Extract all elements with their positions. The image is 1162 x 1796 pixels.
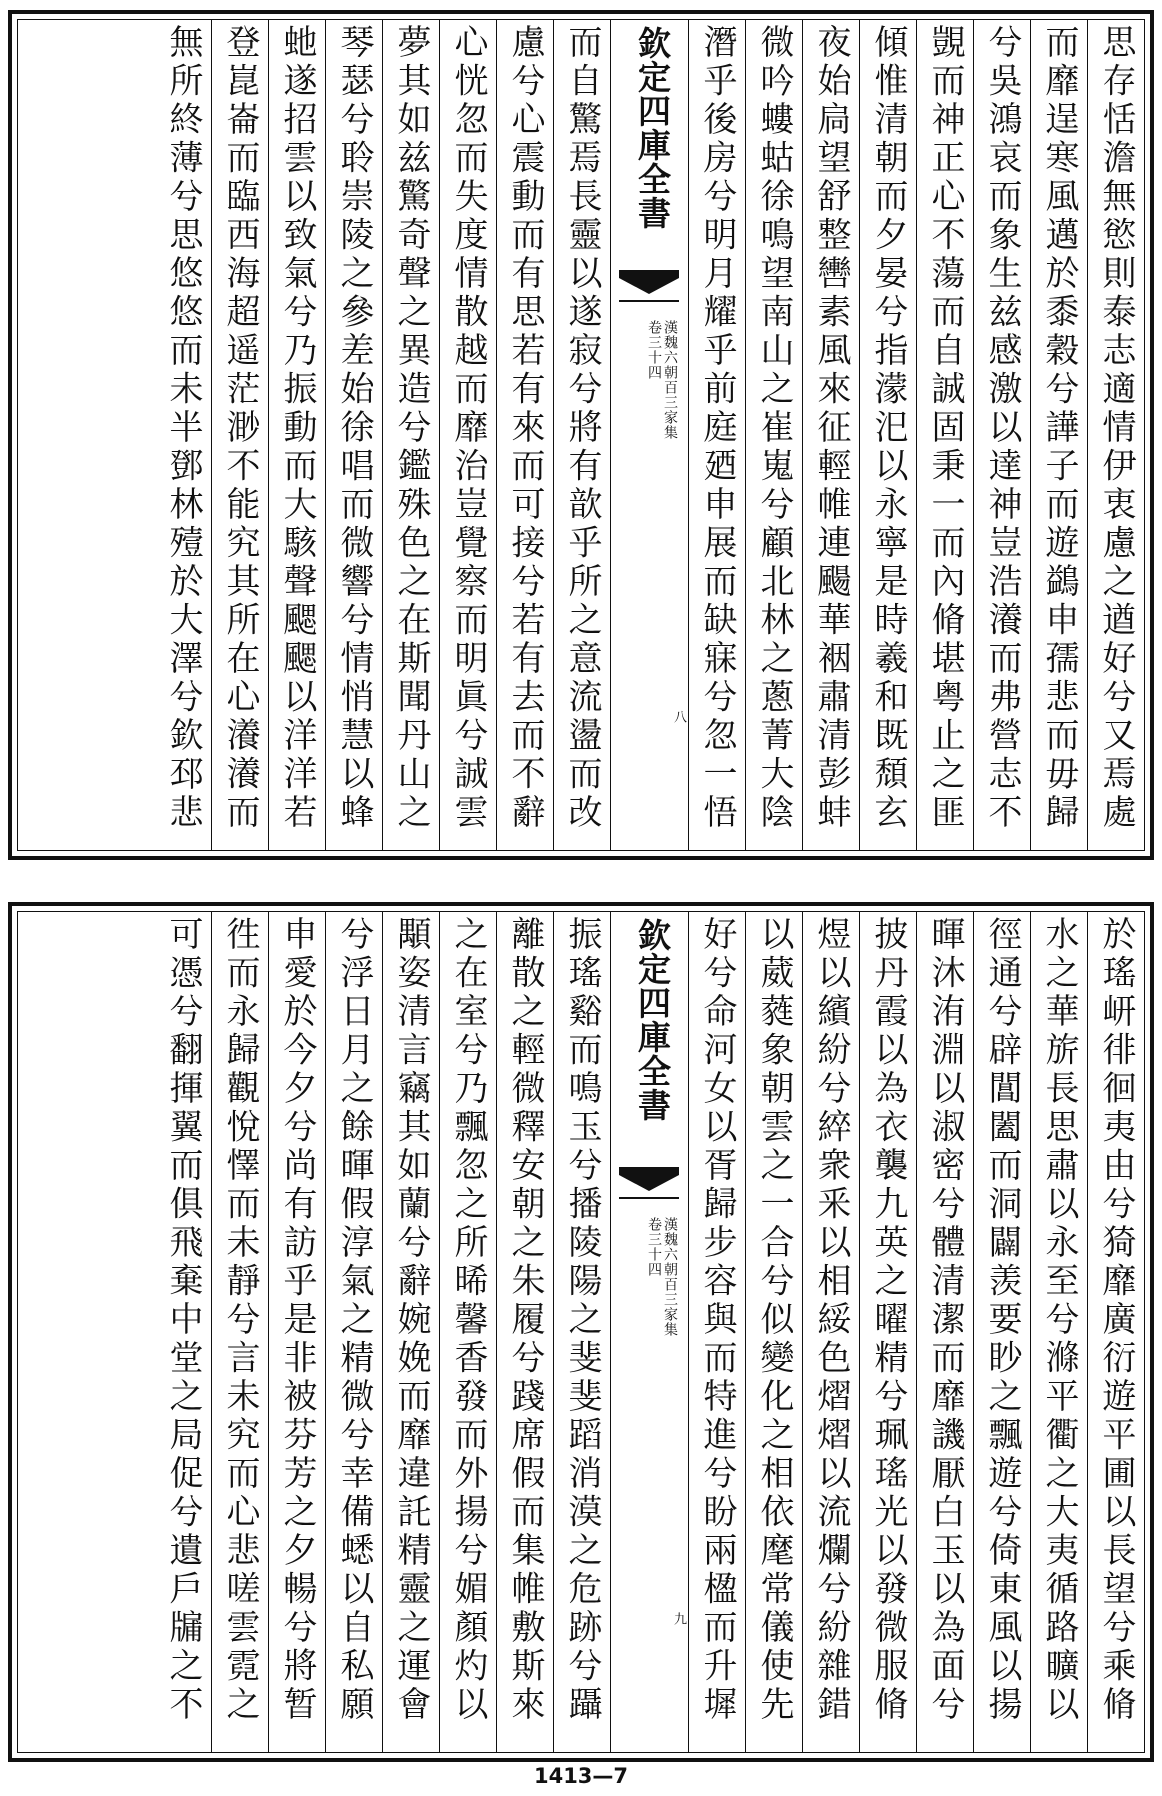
page-number: 九 — [671, 1612, 686, 1625]
text-column: 之在室兮乃飄忽之所晞馨香發而外揚兮媚顏灼以 — [439, 912, 496, 1752]
text-column: 兮吳鴻哀而象生兹感激以達神豈浩瀁而弗營志不 — [973, 20, 1030, 850]
center-fold-column — [610, 912, 688, 1752]
text-column: 潛乎後房兮明月耀乎前庭廼申展而缺寐兮忽一悟 — [688, 20, 745, 850]
fish-tail-mark-icon — [619, 1167, 679, 1199]
page-bottom — [8, 902, 1154, 1762]
text-column: 以葳蕤象朝雲之一合兮似變化之相依麾常儀使先 — [745, 912, 802, 1752]
volume-info: 漢魏六朝百三家集 卷三十四 — [646, 320, 678, 440]
text-columns — [18, 912, 1144, 1752]
text-column: 傾惟清朝而夕晏兮指濛汜以永寧是時羲和既頹玄 — [859, 20, 916, 850]
text-column: 心恍忽而失度情散越而靡治豈覺察而明眞兮誠雲 — [439, 20, 496, 850]
text-column: 披丹霞以為衣襲九英之曜精兮珮瑤光以發微服脩 — [859, 912, 916, 1752]
footer-page-id: 1413—7 — [533, 1764, 629, 1788]
text-column: 暉沐洧淵以淑密兮體清潔而靡譏厭白玉以為面兮 — [916, 912, 973, 1752]
page-frame — [17, 911, 1145, 1753]
text-column: 而自驚焉長靈以遂寂兮將有歆乎所之意流盪而改 — [553, 20, 610, 850]
text-column: 而靡逞寒風邁於黍穀兮譁子而遊鷁申孺悲而毋歸 — [1030, 20, 1087, 850]
text-column: 慮兮心震動而有思若有來而可接兮若有去而不辭 — [496, 20, 553, 850]
text-column: 夢其如兹驚奇聲之異造兮鑑殊色之在斯聞丹山之 — [382, 20, 439, 850]
text-column: 無所終薄兮思悠悠而未半鄧林殪於大澤兮欽邳悲 — [163, 24, 203, 833]
text-column: 水之華旂長思肅以永至兮滌平衢之大夷循路曠以 — [1030, 912, 1087, 1752]
fish-tail-mark-icon — [619, 270, 679, 302]
text-column: 微吟螻蛄徐鳴望南山之崔嵬兮顧北林之蔥菁大陰 — [745, 20, 802, 850]
book-title: 欽定四庫全書 — [633, 26, 672, 230]
text-column: 於瑤岍徘徊夷由兮猗靡廣衍遊平圃以長望兮乘脩 — [1087, 912, 1144, 1752]
text-columns — [18, 20, 1144, 850]
text-column: 登崑崙而臨西海超遥茫渺不能究其所在心瀁瀁而 — [211, 20, 268, 850]
text-column: 覬而神正心不蕩而自誠固秉一而內脩堪粤止之匪 — [916, 20, 973, 850]
volume-info: 漢魏六朝百三家集 卷三十四 — [646, 1217, 678, 1337]
text-column: 顒姿清言竊其如蘭兮辭婉娩而靡違託精靈之運會 — [382, 912, 439, 1752]
page-top — [8, 10, 1154, 860]
text-column: 思存恬澹無慾則泰志適情伊衷慮之遒好兮又焉處 — [1087, 20, 1144, 850]
text-column: 夜始扃望舒整轡素風來征輕帷連颺華裀肅清彭蚌 — [802, 20, 859, 850]
text-column: 可憑兮翻揮翼而俱飛棄中堂之局促兮遺戶牖之不 — [163, 916, 203, 1725]
text-column: 振瑤谿而鳴玉兮播陵陽之斐斐蹈消漠之危跡兮躡 — [553, 912, 610, 1752]
text-column: 兮浮日月之餘暉假淳氣之精微兮幸備蟋以自私願 — [325, 912, 382, 1752]
text-column: 申愛於今夕兮尚有訪乎是非被芬芳之夕暢兮將暂 — [268, 912, 325, 1752]
page-frame — [17, 19, 1145, 851]
text-column: 好兮命河女以胥歸步容與而特進兮盼兩楹而升墀 — [688, 912, 745, 1752]
page-number: 八 — [671, 710, 686, 723]
center-fold-column — [610, 20, 688, 850]
text-column: 虵遂招雲以致氣兮乃振動而大駭聲颸颸以洋洋若 — [268, 20, 325, 850]
text-column: 煜以繽紛兮綷衆釆以相綏色熠熠以流爛兮紛雜錯 — [802, 912, 859, 1752]
text-column: 離散之輕微釋安朝之朱履兮踐席假而集帷敷斯來 — [496, 912, 553, 1752]
text-column: 琴瑟兮聆崇陵之參差始徐唱而微響兮情悄慧以蜂 — [325, 20, 382, 850]
text-column: 徑通兮辟閶闔而洞闢羡要眇之飄遊兮倚東風以揚 — [973, 912, 1030, 1752]
book-title: 欽定四庫全書 — [633, 918, 672, 1122]
text-column: 徃而永歸觀悅懌而未靜兮言未究而心悲嗟雲霓之 — [211, 912, 268, 1752]
